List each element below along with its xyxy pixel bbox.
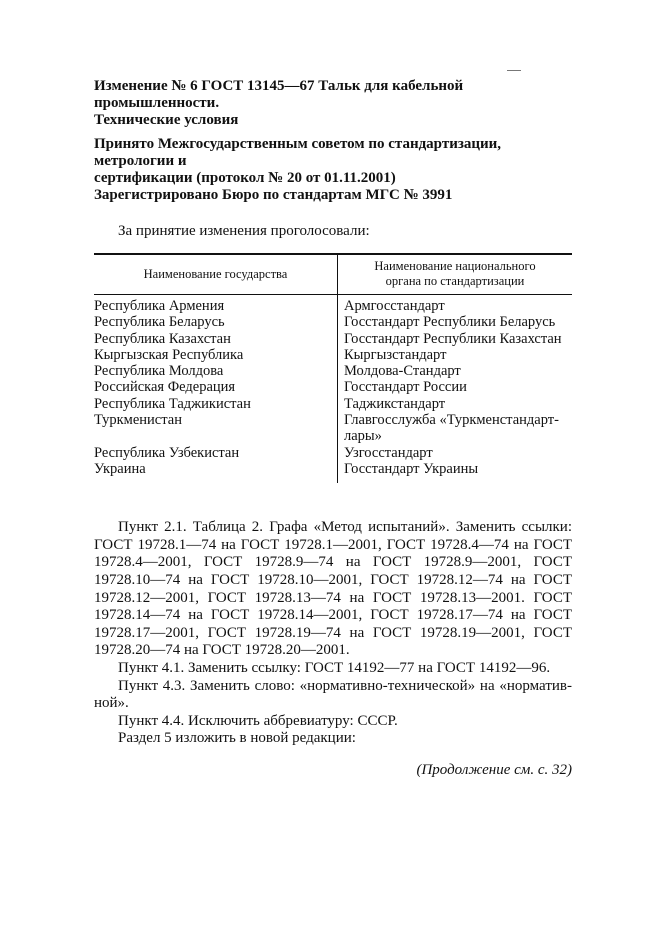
paragraph-4-4: Пункт 4.4. Исключить аббревиатуру: СССР. bbox=[118, 712, 398, 729]
state-name: Российская Федерация bbox=[94, 379, 338, 395]
standards-body: Армгосстандарт bbox=[344, 298, 445, 314]
table-row bbox=[94, 412, 572, 445]
state-name: Республика Казахстан bbox=[94, 331, 338, 347]
paragraph-2-1-line: 19728.12—2001, ГОСТ 19728.13—74 на ГОСТ 19728.13—2001. ГОСТ bbox=[94, 589, 572, 606]
paragraph-4-1: Пункт 4.1. Заменить ссылку: ГОСТ 14192—77 на ГОСТ 14192—96. bbox=[118, 660, 551, 677]
table-row bbox=[94, 396, 572, 412]
paragraph-2-1-line: 19728.20—74 на ГОСТ 19728.20—2001. bbox=[94, 642, 350, 659]
paragraph-4-3-line: Пункт 4.3. Заменить слово: «нормативно-технической» на «норматив- bbox=[118, 677, 572, 694]
table-row bbox=[94, 295, 572, 315]
state-name: Республика Молдова bbox=[94, 363, 338, 379]
header-body: Наименование национального органа по стандартизации bbox=[338, 254, 573, 295]
table-row bbox=[94, 347, 572, 363]
document-page bbox=[94, 78, 572, 779]
adopted-line: сертификации (протокол № 20 от 01.11.2001) bbox=[94, 170, 396, 186]
standards-body: Госстандарт Республики Беларусь bbox=[344, 314, 556, 331]
state-name: Украина bbox=[94, 461, 338, 483]
state-name: Республика Беларусь bbox=[94, 314, 338, 330]
adoption-info bbox=[94, 136, 572, 204]
state-name: Республика Армения bbox=[94, 295, 338, 315]
standards-body: Узгосстандарт bbox=[344, 444, 433, 461]
paragraph-4-3-line: ной». bbox=[94, 695, 129, 712]
voted-intro: За принятие изменения проголосовали: bbox=[118, 223, 370, 239]
title-line: Изменение № 6 ГОСТ 13145—67 Тальк для кабельной промышленности. bbox=[94, 78, 464, 111]
standards-body: Госстандарт России bbox=[344, 379, 467, 396]
state-name: Кыргызская Республика bbox=[94, 347, 338, 363]
paragraph-2-1-line: 19728.4—2001, ГОСТ 19728.9—74 на ГОСТ 19728.9—2001, ГОСТ bbox=[94, 554, 572, 571]
table-row bbox=[94, 445, 572, 461]
table-row bbox=[94, 379, 572, 395]
standards-body: Молдова-Стандарт bbox=[344, 363, 461, 380]
title-line: Технические условия bbox=[94, 112, 239, 128]
paragraph-2-1-line: 19728.10—74 на ГОСТ 19728.10—2001, ГОСТ 19728.12—74 на ГОСТ bbox=[94, 572, 572, 589]
standards-body: Госстандарт Республики Казахстан bbox=[344, 330, 562, 347]
scan-mark bbox=[507, 70, 521, 71]
table-row bbox=[94, 331, 572, 347]
state-name: Туркменистан bbox=[94, 412, 338, 445]
amendment-text bbox=[94, 519, 572, 748]
paragraph-2-1-line: 19728.17—2001, ГОСТ 19728.19—74 на ГОСТ 19728.19—2001, ГОСТ bbox=[94, 624, 572, 641]
continuation-note: (Продолжение см. с. 32) bbox=[416, 761, 572, 778]
paragraph-2-1-line: 19728.14—74 на ГОСТ 19728.14—2001, ГОСТ 19728.17—74 на ГОСТ bbox=[94, 607, 572, 624]
voting-table bbox=[94, 253, 572, 483]
document-title bbox=[94, 78, 572, 129]
header-state: Наименование государства bbox=[94, 254, 338, 295]
paragraph-2-1-line: ГОСТ 19728.1—74 на ГОСТ 19728.1—2001, ГОСТ 19728.4—74 на ГОСТ bbox=[94, 536, 572, 553]
standards-body: Главгосслужба «Туркменстандарт- лары» bbox=[344, 412, 559, 445]
paragraph-section-5: Раздел 5 изложить в новой редакции: bbox=[118, 730, 356, 747]
standards-body: Таджикстандарт bbox=[344, 395, 446, 412]
standards-body: Кыргызстандарт bbox=[344, 346, 447, 363]
registration-line: Зарегистрировано Бюро по стандартам МГС № 3991 bbox=[94, 187, 453, 203]
paragraph-2-1-line: Пункт 2.1. Таблица 2. Графа «Метод испытаний». Заменить ссылки: bbox=[118, 519, 572, 536]
standards-body: Госстандарт Украины bbox=[344, 460, 479, 477]
adopted-line: Принято Межгосударственным советом по стандартизации, метрологии и bbox=[94, 136, 502, 169]
state-name: Республика Таджикистан bbox=[94, 396, 338, 412]
state-name: Республика Узбекистан bbox=[94, 445, 338, 461]
table-row bbox=[94, 363, 572, 379]
table-row bbox=[94, 314, 572, 330]
table-row bbox=[94, 461, 572, 483]
